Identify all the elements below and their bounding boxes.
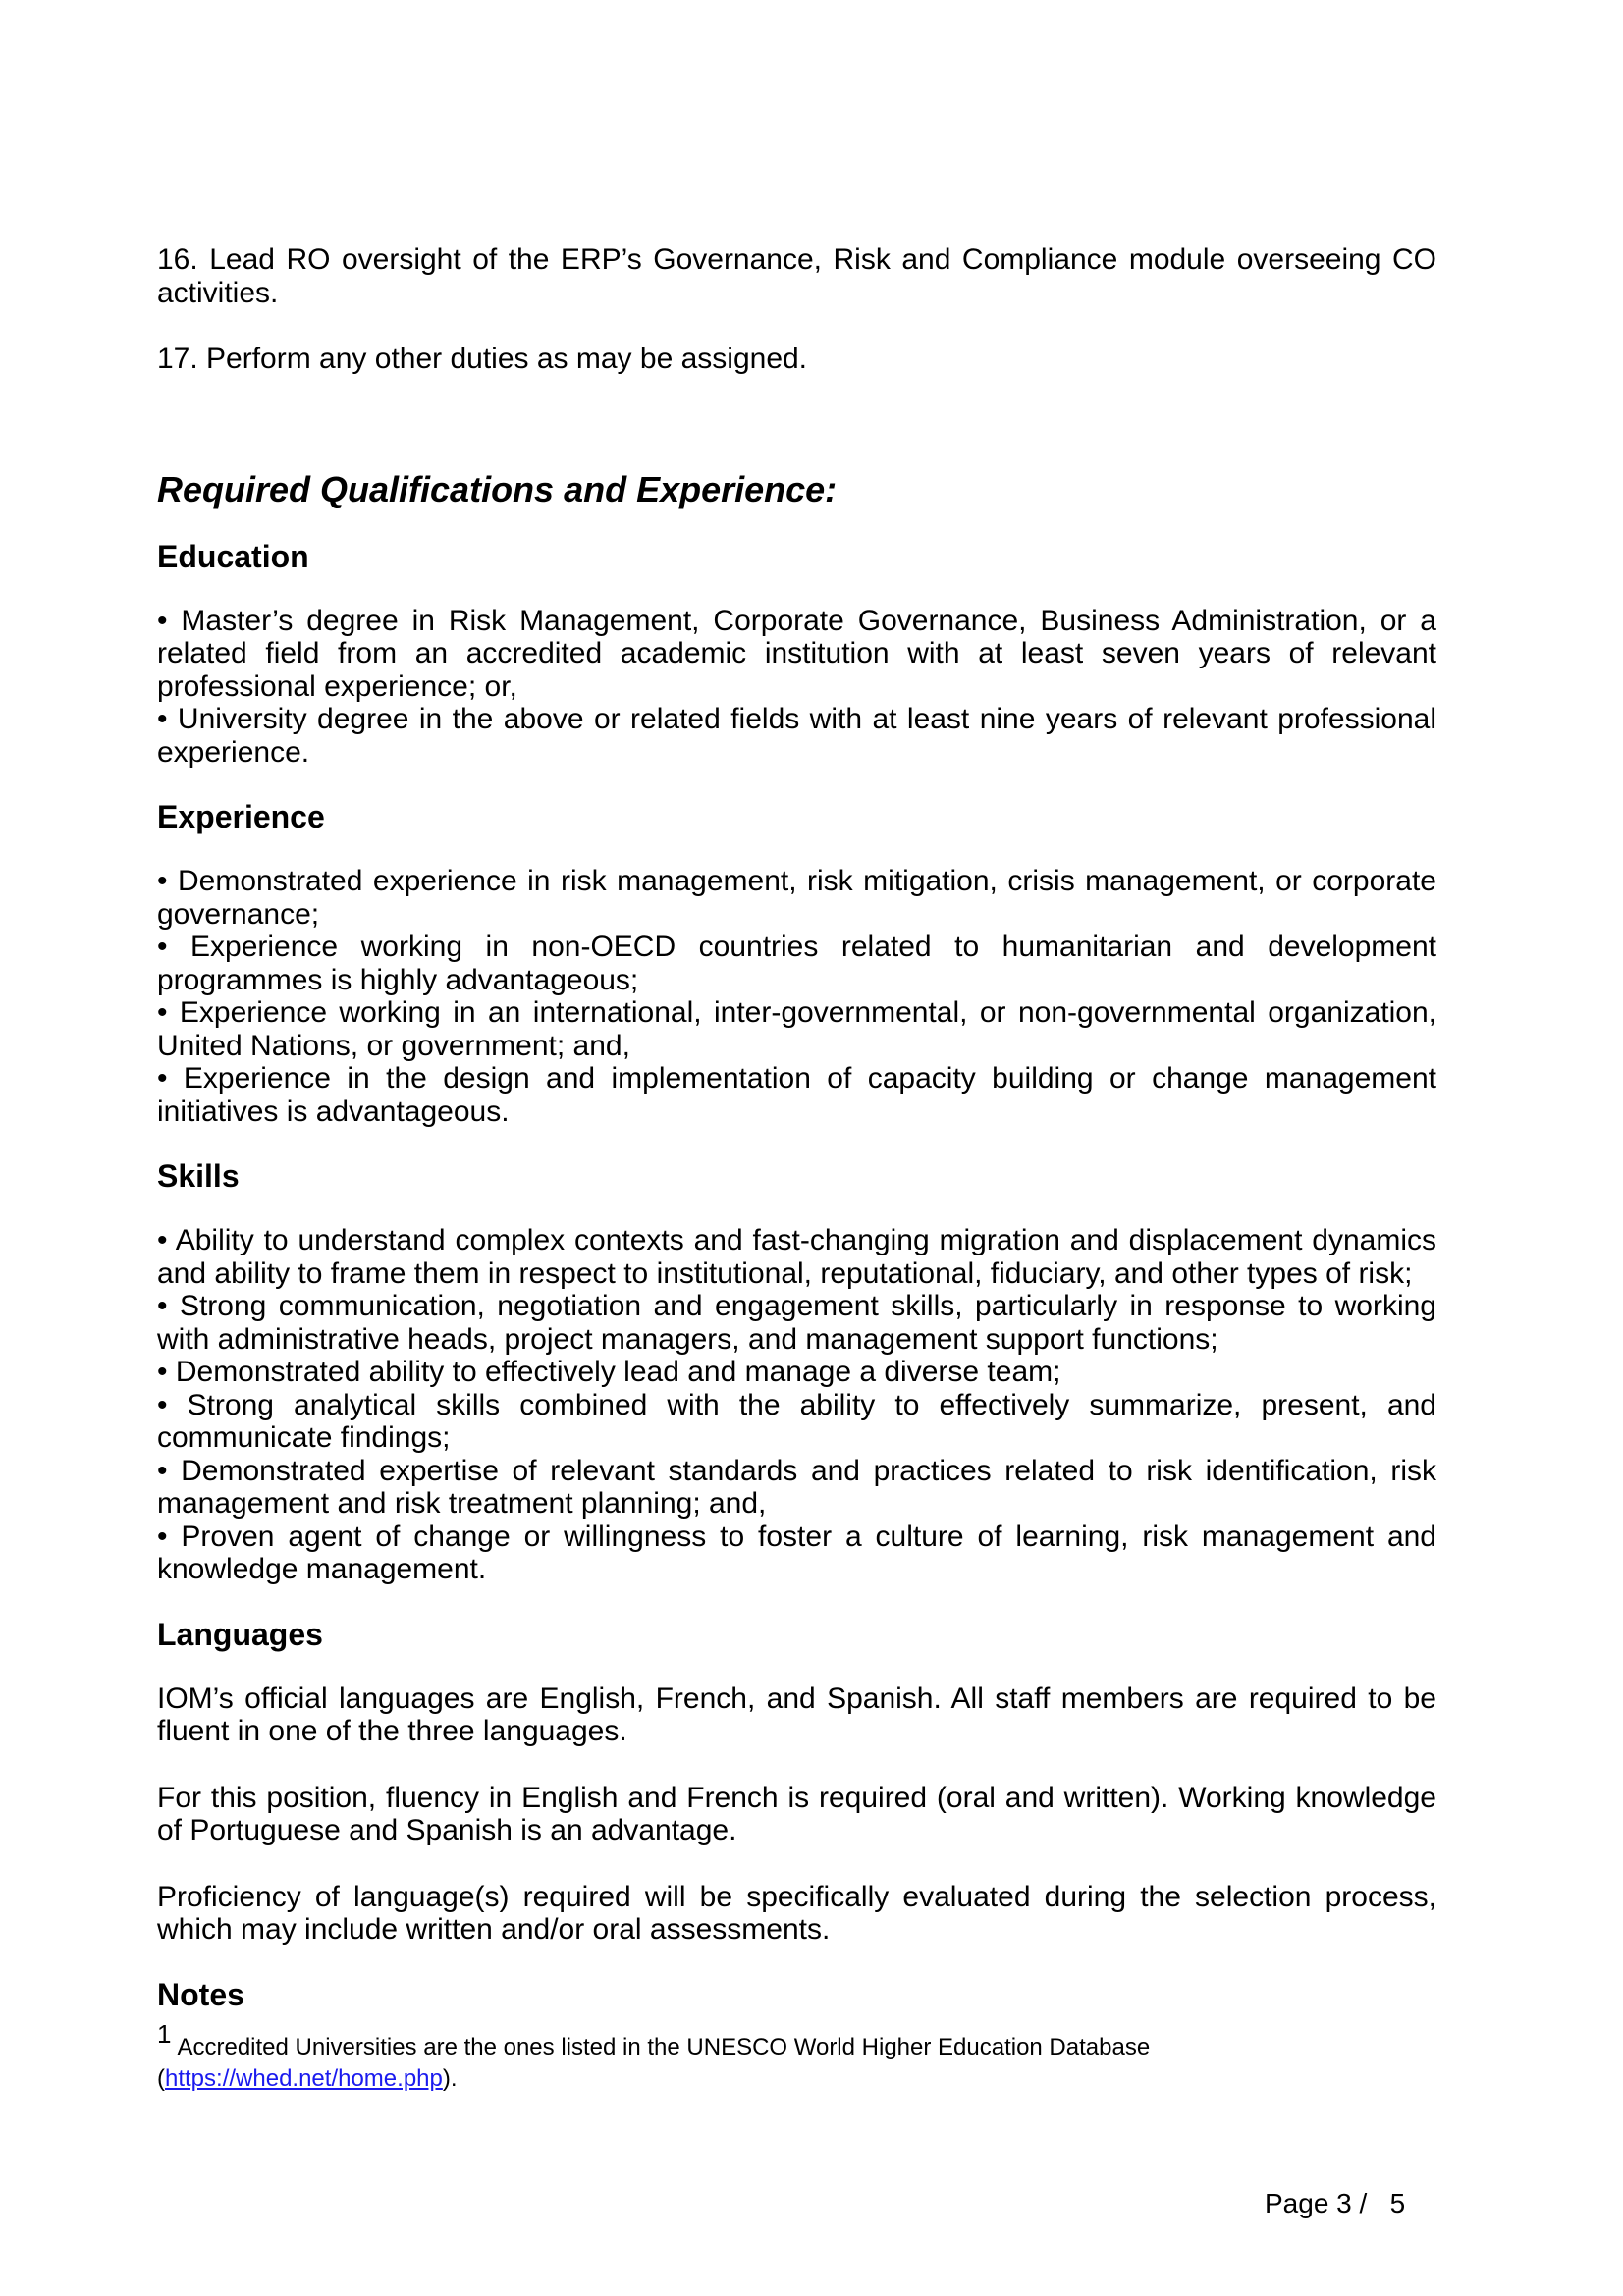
- footnote: [157, 2018, 1436, 2063]
- experience-item: • Experience working in non-OECD countries related to humanitarian and development programmes is highly advantageous;: [157, 931, 1436, 996]
- qualifications-heading: Required Qualifications and Experience:: [157, 468, 838, 509]
- languages-heading: Languages: [157, 1616, 323, 1652]
- page-total: 5: [1389, 2188, 1406, 2218]
- link-close-paren: ).: [442, 2064, 458, 2092]
- skills-list: [157, 1224, 1436, 1586]
- experience-item: • Experience working in an international, inter-governmental, or non-governmental organization, United Nations, or government; and,: [157, 996, 1436, 1062]
- experience-item: • Demonstrated experience in risk management, risk mitigation, crisis management, or corporate governance;: [157, 865, 1436, 931]
- skills-item: • Demonstrated expertise of relevant standards and practices related to risk identification, risk management and risk treatment planning; and,: [157, 1454, 1436, 1520]
- footnote-number: 1: [157, 2018, 172, 2049]
- skills-item: • Strong communication, negotiation and engagement skills, particularly in response to working with administrative heads, project managers, and management support functions;: [157, 1290, 1436, 1356]
- languages-paragraph: IOM’s official languages are English, French, and Spanish. All staff members are required to be fluent in one of the three languages.: [157, 1682, 1436, 1747]
- document-body: [157, 243, 1436, 2095]
- page-number: [1265, 2187, 1405, 2220]
- languages-paragraph: Proficiency of language(s) required will be specifically evaluated during the selection process, which may include written and/or oral assessments.: [157, 1880, 1436, 1946]
- experience-list: [157, 865, 1436, 1128]
- page-separator: /: [1359, 2188, 1368, 2218]
- education-item: • University degree in the above or related fields with at least nine years of relevant professional experience.: [157, 703, 1436, 769]
- education-heading: Education: [157, 538, 309, 574]
- duty-16: 16. Lead RO oversight of the ERP’s Governance, Risk and Compliance module overseeing CO activities.: [157, 243, 1436, 309]
- whed-link[interactable]: https://whed.net/home.php: [165, 2064, 443, 2092]
- link-open-paren: (: [157, 2064, 165, 2092]
- notes-heading: Notes: [157, 1976, 244, 2012]
- footnote-text: Accredited Universities are the ones listed in the UNESCO World Higher Education Database: [177, 2033, 1151, 2060]
- skills-item: • Strong analytical skills combined with the ability to effectively summarize, present, and communicate findings;: [157, 1388, 1436, 1454]
- skills-item: • Ability to understand complex contexts and fast-changing migration and displacement dynamics and ability to frame them in respect to institutional, reputational, fiduciary, and other types of risk;: [157, 1224, 1436, 1290]
- experience-item: • Experience in the design and implementation of capacity building or change management initiatives is advantageous.: [157, 1062, 1436, 1128]
- duty-17: 17. Perform any other duties as may be assigned.: [157, 343, 808, 375]
- skills-item: • Proven agent of change or willingness to foster a culture of learning, risk management and knowledge management.: [157, 1520, 1436, 1585]
- experience-heading: Experience: [157, 799, 325, 834]
- page-label: Page 3: [1265, 2188, 1352, 2218]
- education-item: • Master’s degree in Risk Management, Corporate Governance, Business Administration, or a related field from an accredited academic institution with at least seven years of relevant professional experience; or,: [157, 604, 1436, 703]
- skills-item: • Demonstrated ability to effectively lead and manage a diverse team;: [157, 1356, 1061, 1388]
- education-list: [157, 605, 1436, 770]
- skills-heading: Skills: [157, 1158, 240, 1194]
- languages-paragraph: For this position, fluency in English and French is required (oral and written). Working knowledge of Portuguese and Spanish is an advantage.: [157, 1781, 1436, 1846]
- footnote-link-line: [157, 2063, 1436, 2095]
